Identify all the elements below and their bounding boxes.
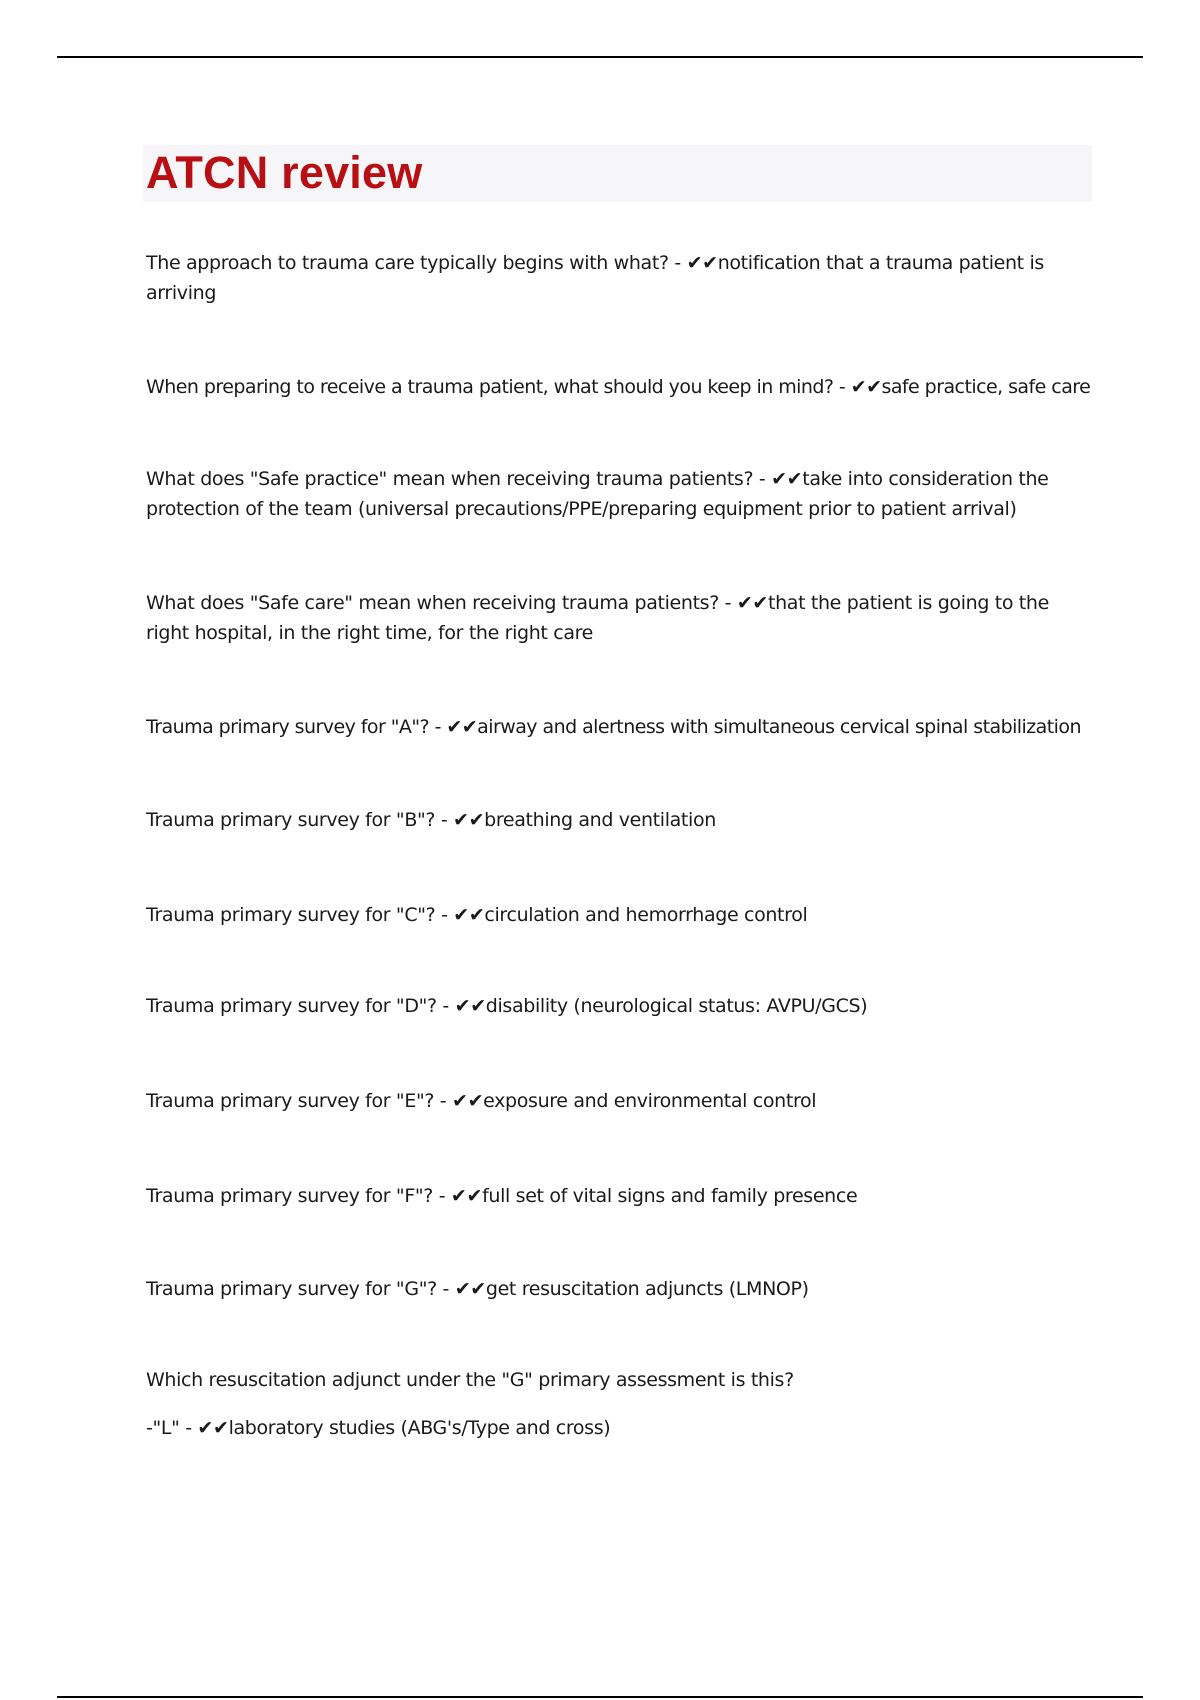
qa-item-3 bbox=[146, 464, 1096, 524]
question-text: When preparing to receive a trauma patient, what should you keep in mind? bbox=[146, 376, 834, 398]
answer-text: get resuscitation adjuncts (LMNOP) bbox=[485, 1278, 809, 1300]
answer-text: circulation and hemorrhage control bbox=[484, 904, 808, 926]
check-icon: ✔✔ bbox=[454, 995, 486, 1017]
question-text: Trauma primary survey for "D"? bbox=[146, 995, 437, 1017]
check-icon: ✔✔ bbox=[446, 716, 478, 738]
separator: - bbox=[435, 904, 454, 926]
qa-item-7 bbox=[146, 900, 1096, 930]
answer-text: that the patient is going to the right hospital, in the right time, for the right care bbox=[146, 592, 1049, 644]
question-text: Which resuscitation adjunct under the "G" primary assessment is this? bbox=[146, 1369, 794, 1391]
separator: - bbox=[668, 252, 687, 274]
separator: - bbox=[434, 1090, 452, 1112]
separator: - bbox=[753, 468, 772, 490]
qa-item-11 bbox=[146, 1274, 1096, 1304]
page-title: ATCN review bbox=[146, 147, 423, 198]
question-text: Trauma primary survey for "F"? bbox=[146, 1185, 434, 1207]
question-text: Trauma primary survey for "G"? bbox=[146, 1278, 437, 1300]
question-text: Trauma primary survey for "C"? bbox=[146, 904, 436, 926]
check-icon: ✔✔ bbox=[450, 1185, 483, 1207]
answer-text: exposure and environmental control bbox=[483, 1090, 817, 1112]
qa-item-8 bbox=[146, 991, 1096, 1021]
separator: - bbox=[718, 592, 737, 614]
check-icon: ✔✔ bbox=[454, 1278, 486, 1300]
qa-item-2 bbox=[146, 372, 1096, 402]
top-rule bbox=[57, 56, 1143, 58]
check-icon: ✔✔ bbox=[771, 468, 803, 490]
separator: - bbox=[436, 1278, 455, 1300]
separator: - bbox=[433, 1185, 451, 1207]
check-icon: ✔✔ bbox=[453, 904, 485, 926]
qa-item-1 bbox=[146, 248, 1096, 308]
answer-text: laboratory studies (ABG's/Type and cross) bbox=[228, 1417, 611, 1439]
question-text: Trauma primary survey for "B"? bbox=[146, 809, 436, 831]
separator: - bbox=[179, 1417, 198, 1439]
qa-item-6 bbox=[146, 805, 1096, 835]
question-text: Trauma primary survey for "E"? bbox=[146, 1090, 435, 1112]
answer-text: breathing and ventilation bbox=[484, 809, 716, 831]
check-icon: ✔✔ bbox=[686, 252, 718, 274]
qa-item-10 bbox=[146, 1181, 1096, 1211]
check-icon: ✔✔ bbox=[850, 376, 882, 398]
answer-text: safe practice, safe care bbox=[881, 376, 1091, 398]
separator: - bbox=[833, 376, 851, 398]
separator: - bbox=[429, 716, 447, 738]
separator: - bbox=[436, 995, 455, 1017]
question-text: What does "Safe practice" mean when receiving trauma patients? bbox=[146, 468, 754, 490]
qa-item-12-answer bbox=[146, 1413, 1096, 1443]
separator: - bbox=[435, 809, 454, 831]
question-text: The approach to trauma care typically begins with what? bbox=[146, 252, 669, 274]
answer-text: disability (neurological status: AVPU/GCS) bbox=[485, 995, 868, 1017]
answer-text: full set of vital signs and family presence bbox=[482, 1185, 858, 1207]
qa-item-4 bbox=[146, 588, 1096, 648]
qa-item-5 bbox=[146, 712, 1096, 742]
bottom-rule bbox=[57, 1696, 1143, 1698]
qa-item-9 bbox=[146, 1086, 1096, 1116]
check-icon: ✔✔ bbox=[197, 1417, 229, 1439]
answer-text: take into consideration the protection of the team (universal precautions/PPE/preparing equipment prior to patient arrival) bbox=[146, 468, 1049, 520]
qa-item-12-question bbox=[146, 1365, 1096, 1395]
answer-text: notification that a trauma patient is arriving bbox=[146, 252, 1044, 304]
check-icon: ✔✔ bbox=[453, 809, 485, 831]
question-option: -"L" bbox=[146, 1417, 180, 1439]
question-text: What does "Safe care" mean when receiving trauma patients? bbox=[146, 592, 719, 614]
question-text: Trauma primary survey for "A"? bbox=[146, 716, 430, 738]
check-icon: ✔✔ bbox=[736, 592, 768, 614]
answer-text: airway and alertness with simultaneous cervical spinal stabilization bbox=[477, 716, 1081, 738]
check-icon: ✔✔ bbox=[452, 1090, 484, 1112]
